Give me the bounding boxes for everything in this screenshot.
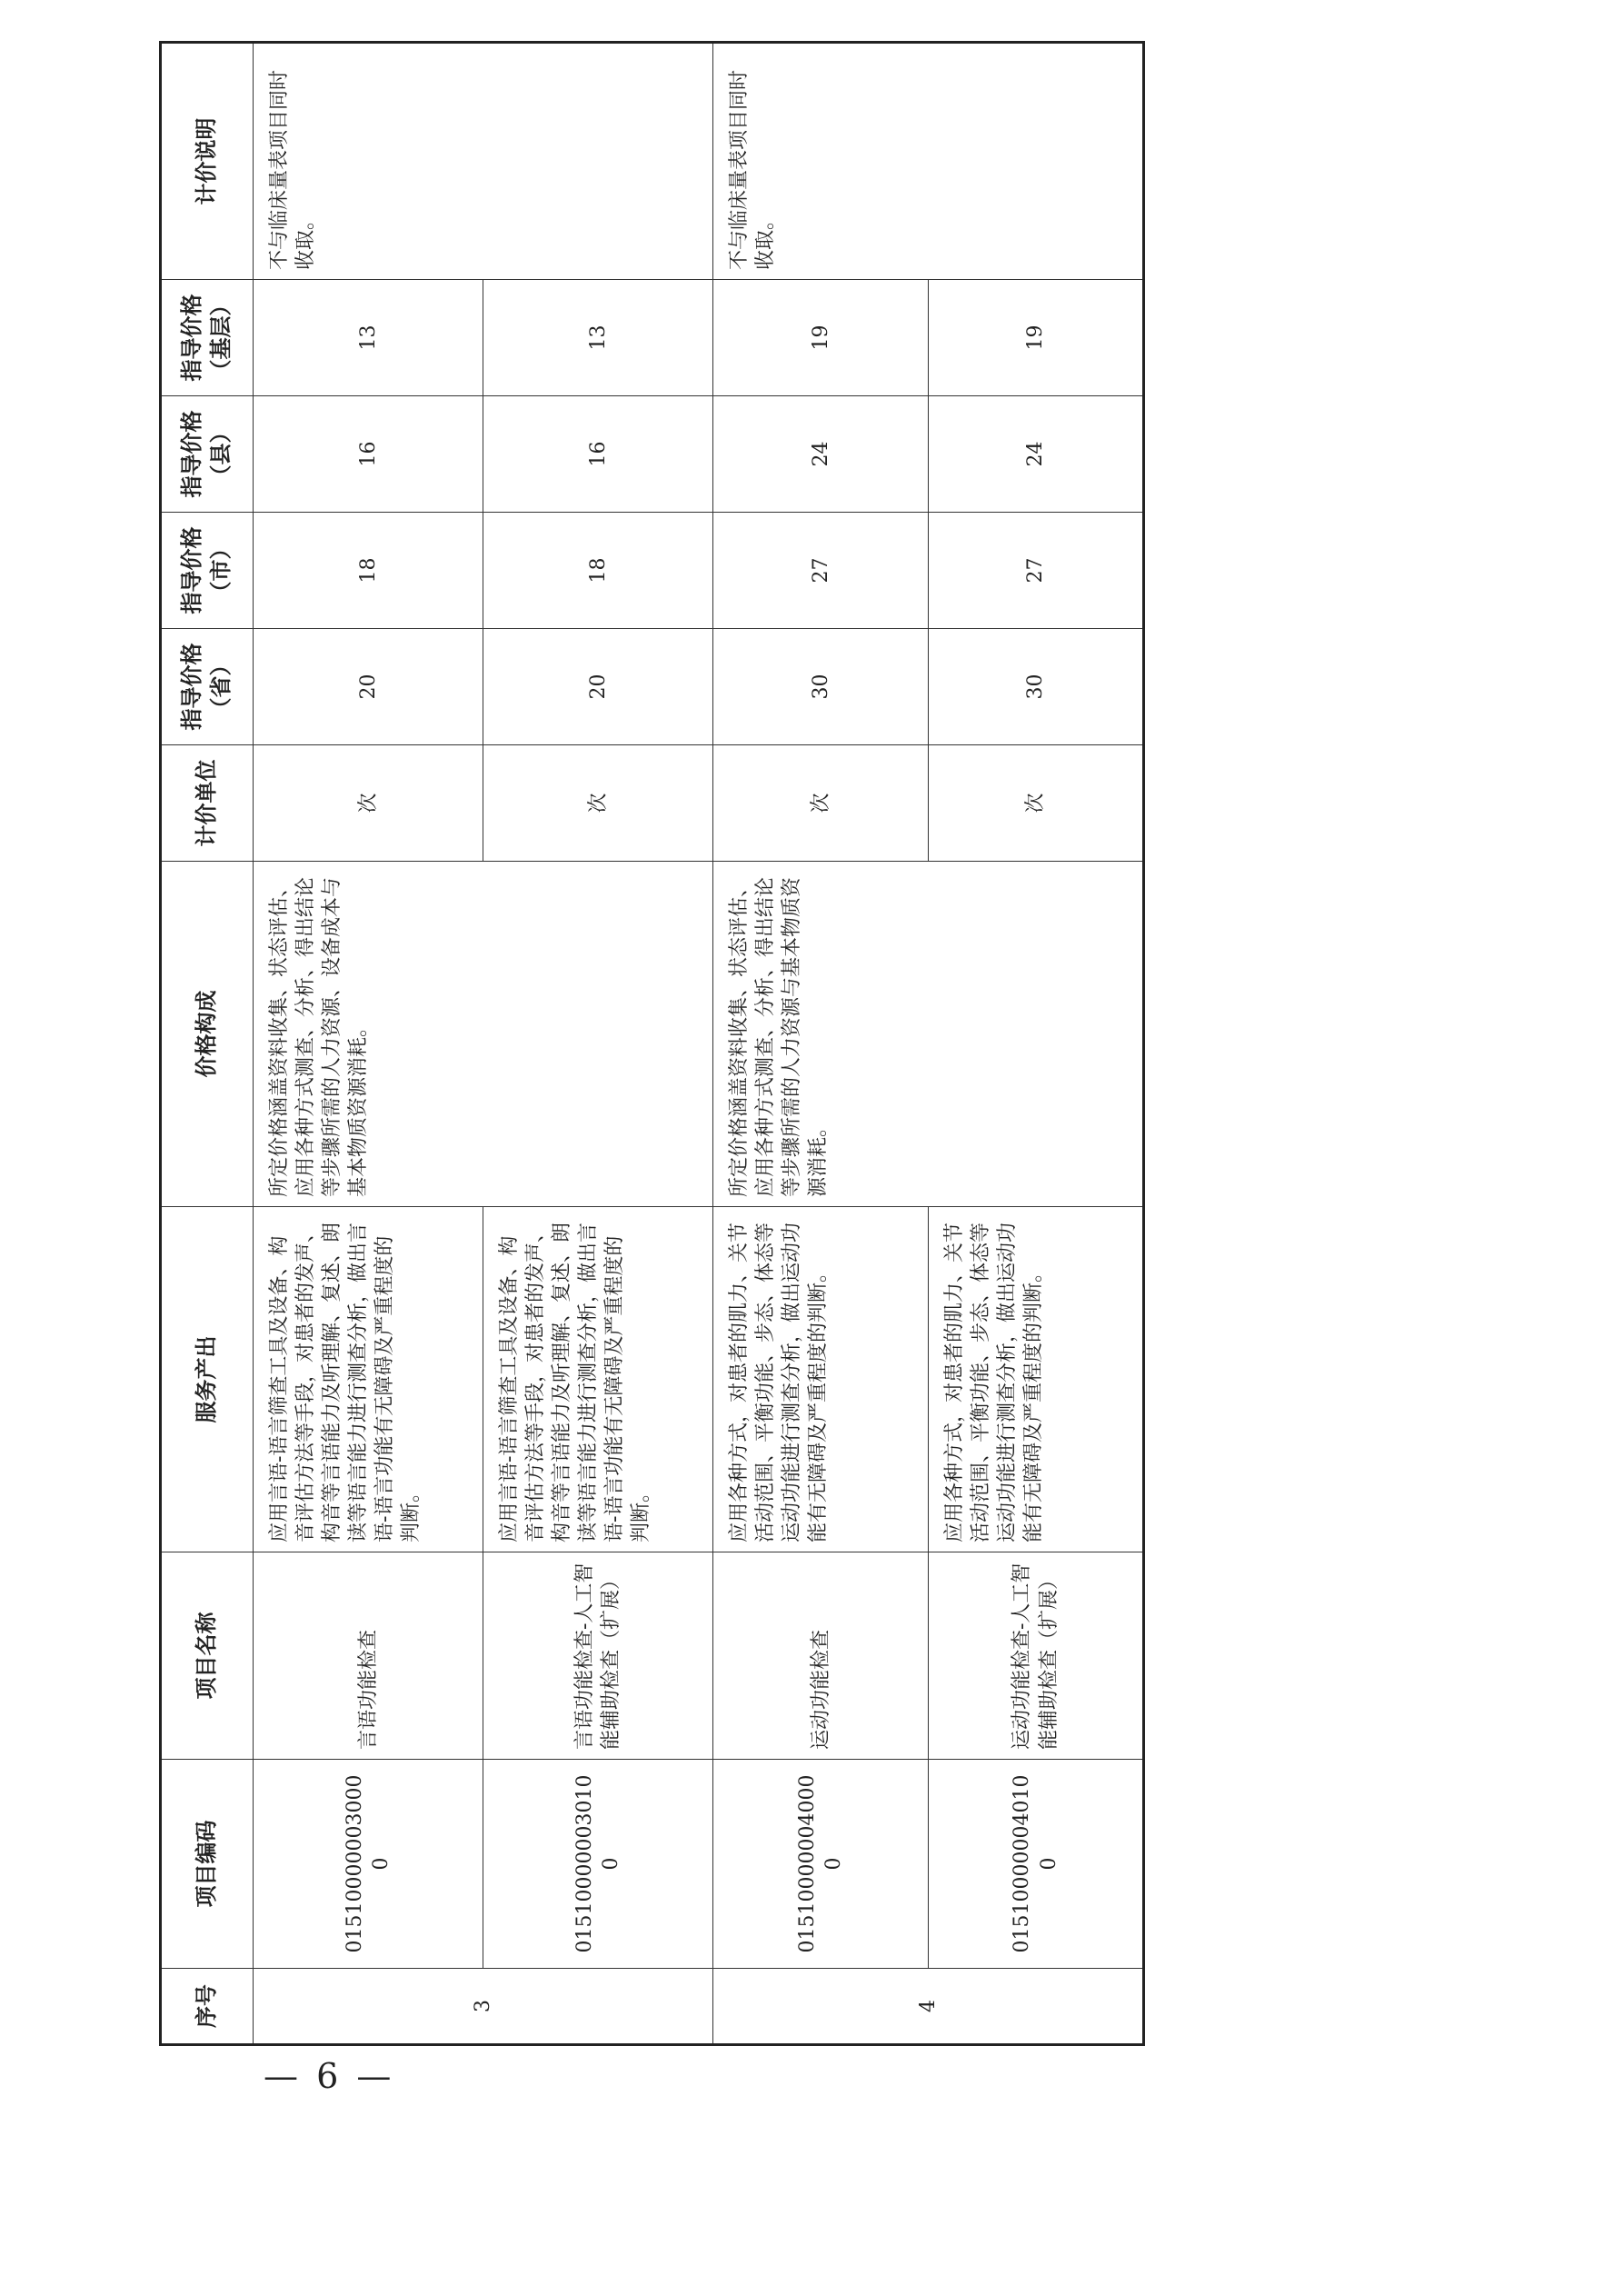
row-price-city: 27: [929, 513, 1144, 629]
row-price-county: 24: [713, 396, 929, 513]
header-note: 计价说明: [161, 43, 254, 280]
row-price-county: 16: [483, 396, 713, 513]
row-price-base: 19: [713, 280, 929, 396]
table-row: [254, 43, 483, 2045]
header-name: 项目名称: [161, 1552, 254, 1760]
header-price-province: 指导价格（省）: [161, 629, 254, 745]
row-price-base: 13: [254, 280, 483, 396]
row-name: 运动功能检查-人工智能辅助检查（扩展）: [929, 1552, 1144, 1760]
header-price-base: 指导价格（基层）: [161, 280, 254, 396]
row-price-city: 18: [483, 513, 713, 629]
header-price-city: 指导价格（市）: [161, 513, 254, 629]
row-output: 应用言语-语言筛查工具及设备、构音评估方法等手段，对患者的发声、构音等言语能力及听理解、复述、朗读等语言能力进行测查分析，做出言语-语言功能有无障碍及严重程度的判断。: [254, 1207, 483, 1552]
row-unit: 次: [483, 745, 713, 862]
row-output: 应用言语-语言筛查工具及设备、构音评估方法等手段，对患者的发声、构音等言语能力及听理解、复述、朗读等语言能力进行测查分析，做出言语-语言功能有无障碍及严重程度的判断。: [483, 1207, 713, 1552]
rotated-table-wrapper: [159, 71, 1145, 2046]
row-price-county: 24: [929, 396, 1144, 513]
header-composition: 价格构成: [161, 862, 254, 1207]
row-code: 015100000040100: [929, 1760, 1144, 1969]
row-seq: 3: [254, 1969, 713, 2045]
row-unit: 次: [929, 745, 1144, 862]
row-name: 言语功能检查-人工智能辅助检查（扩展）: [483, 1552, 713, 1760]
table-row: [713, 43, 929, 2045]
row-name: 言语功能检查: [254, 1552, 483, 1760]
header-output: 服务产出: [161, 1207, 254, 1552]
row-output: 应用各种方式，对患者的肌力、关节活动范围、平衡功能、步态、体态等运动功能进行测查分析，做出运动功能有无障碍及严重程度的判断。: [929, 1207, 1144, 1552]
row-note: 不与临床量表项目同时收取。: [254, 43, 713, 280]
price-table: [159, 41, 1145, 2046]
row-price-base: 19: [929, 280, 1144, 396]
row-composition: 所定价格涵盖资料收集、状态评估、应用各种方式测查、分析、得出结论等步骤所需的人力资源与基本物质资源消耗。: [713, 862, 1144, 1207]
row-code: 015100000030100: [483, 1760, 713, 1969]
row-seq: 4: [713, 1969, 1144, 2045]
page-number: — 6 —: [264, 2056, 395, 2096]
row-code: 015100000040000: [713, 1760, 929, 1969]
row-price-province: 20: [254, 629, 483, 745]
row-price-province: 20: [483, 629, 713, 745]
row-price-county: 16: [254, 396, 483, 513]
row-composition: 所定价格涵盖资料收集、状态评估、应用各种方式测查、分析、得出结论等步骤所需的人力资源、设备成本与基本物质资源消耗。: [254, 862, 713, 1207]
row-code: 015100000030000: [254, 1760, 483, 1969]
row-price-city: 18: [254, 513, 483, 629]
row-note: 不与临床量表项目同时收取。: [713, 43, 1144, 280]
row-price-province: 30: [929, 629, 1144, 745]
row-name: 运动功能检查: [713, 1552, 929, 1760]
row-output: 应用各种方式，对患者的肌力、关节活动范围、平衡功能、步态、体态等运动功能进行测查分析，做出运动功能有无障碍及严重程度的判断。: [713, 1207, 929, 1552]
table-header-row: [161, 43, 254, 2045]
row-unit: 次: [254, 745, 483, 862]
row-price-city: 27: [713, 513, 929, 629]
header-unit: 计价单位: [161, 745, 254, 862]
row-unit: 次: [713, 745, 929, 862]
header-code: 项目编码: [161, 1760, 254, 1969]
row-price-base: 13: [483, 280, 713, 396]
row-price-province: 30: [713, 629, 929, 745]
header-seq: 序号: [161, 1969, 254, 2045]
header-price-county: 指导价格（县）: [161, 396, 254, 513]
